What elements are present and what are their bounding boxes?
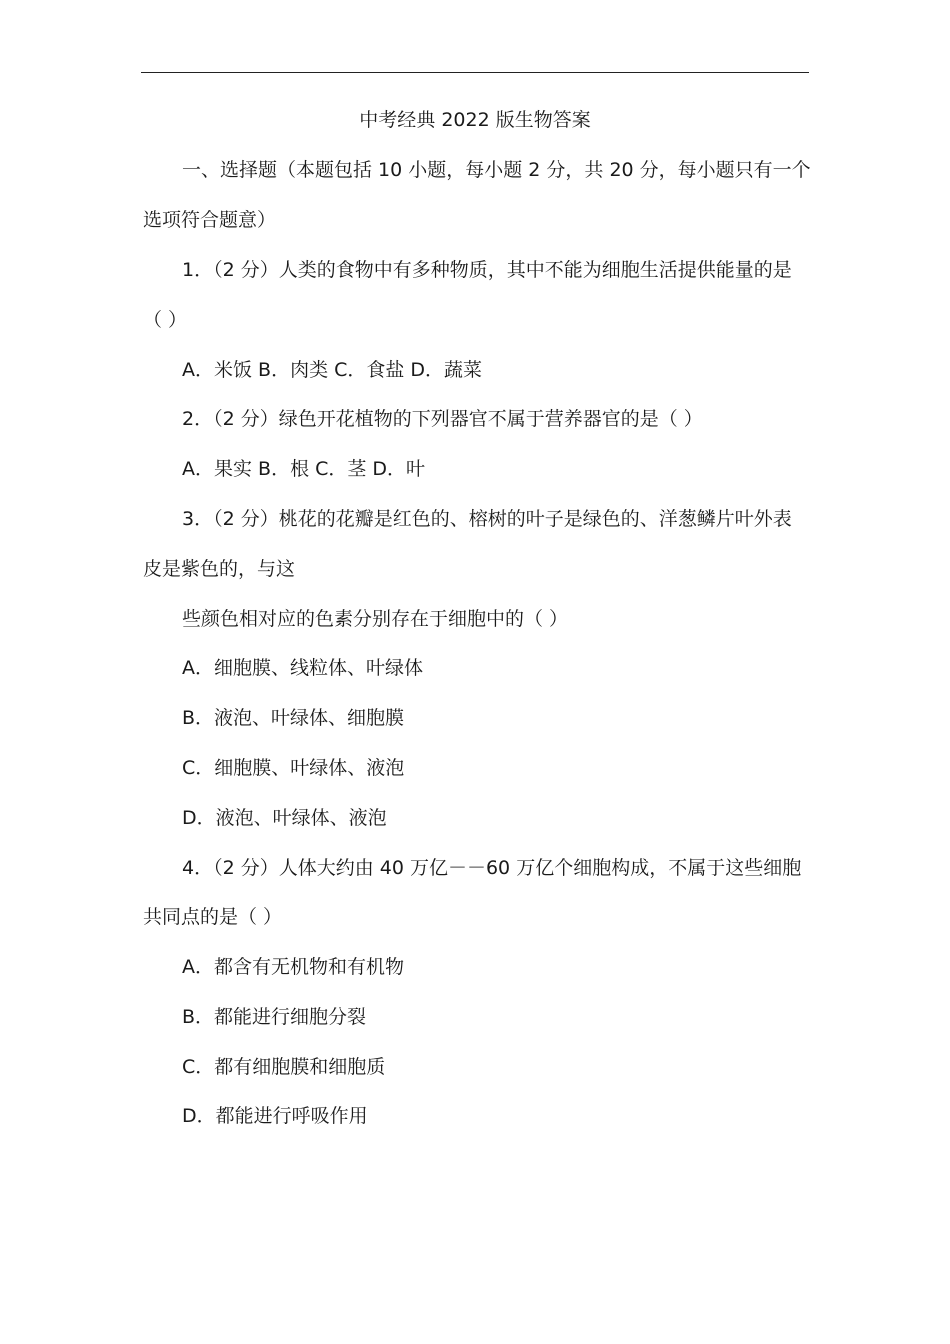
document-title: 中考经典 2022 版生物答案	[359, 109, 591, 131]
header-rule	[141, 72, 809, 73]
question-4-option-d: D．都能进行呼吸作用	[182, 1105, 368, 1127]
question-3-option-d: D．液泡、叶绿体、液泡	[182, 807, 387, 829]
question-2-options: A．果实 B．根 C．茎 D．叶	[182, 458, 426, 480]
question-1-stem: 1．（2 分）人类的食物中有多种物质，其中不能为细胞生活提供能量的是	[182, 259, 792, 281]
question-3-option-c: C．细胞膜、叶绿体、液泡	[182, 757, 405, 779]
question-3-stem-continuation-2: 些颜色相对应的色素分别存在于细胞中的（ ）	[182, 608, 569, 630]
question-4-option-a: A．都含有无机物和有机物	[182, 956, 404, 978]
question-4-stem: 4．（2 分）人体大约由 40 万亿－－60 万亿个细胞构成，不属于这些细胞	[182, 857, 802, 879]
question-3-stem-continuation: 皮是紫色的，与这	[143, 558, 296, 580]
question-3-option-b: B．液泡、叶绿体、细胞膜	[182, 707, 405, 729]
section-heading-continuation: 选项符合题意）	[143, 209, 277, 231]
question-3-option-a: A．细胞膜、线粒体、叶绿体	[182, 657, 423, 679]
question-3-stem: 3．（2 分）桃花的花瓣是红色的、榕树的叶子是绿色的、洋葱鳞片叶外表	[182, 508, 792, 530]
question-4-option-c: C．都有细胞膜和细胞质	[182, 1056, 386, 1078]
question-1-options: A．米饭 B．肉类 C．食盐 D．蔬菜	[182, 359, 483, 381]
question-4-stem-continuation: 共同点的是（ ）	[143, 906, 283, 928]
question-2-stem: 2．（2 分）绿色开花植物的下列器官不属于营养器官的是（ ）	[182, 408, 703, 430]
section-heading: 一、选择题（本题包括 10 小题，每小题 2 分，共 20 分，每小题只有一个	[182, 159, 811, 181]
question-1-blank: （ ）	[143, 309, 188, 331]
question-4-option-b: B．都能进行细胞分裂	[182, 1006, 367, 1028]
